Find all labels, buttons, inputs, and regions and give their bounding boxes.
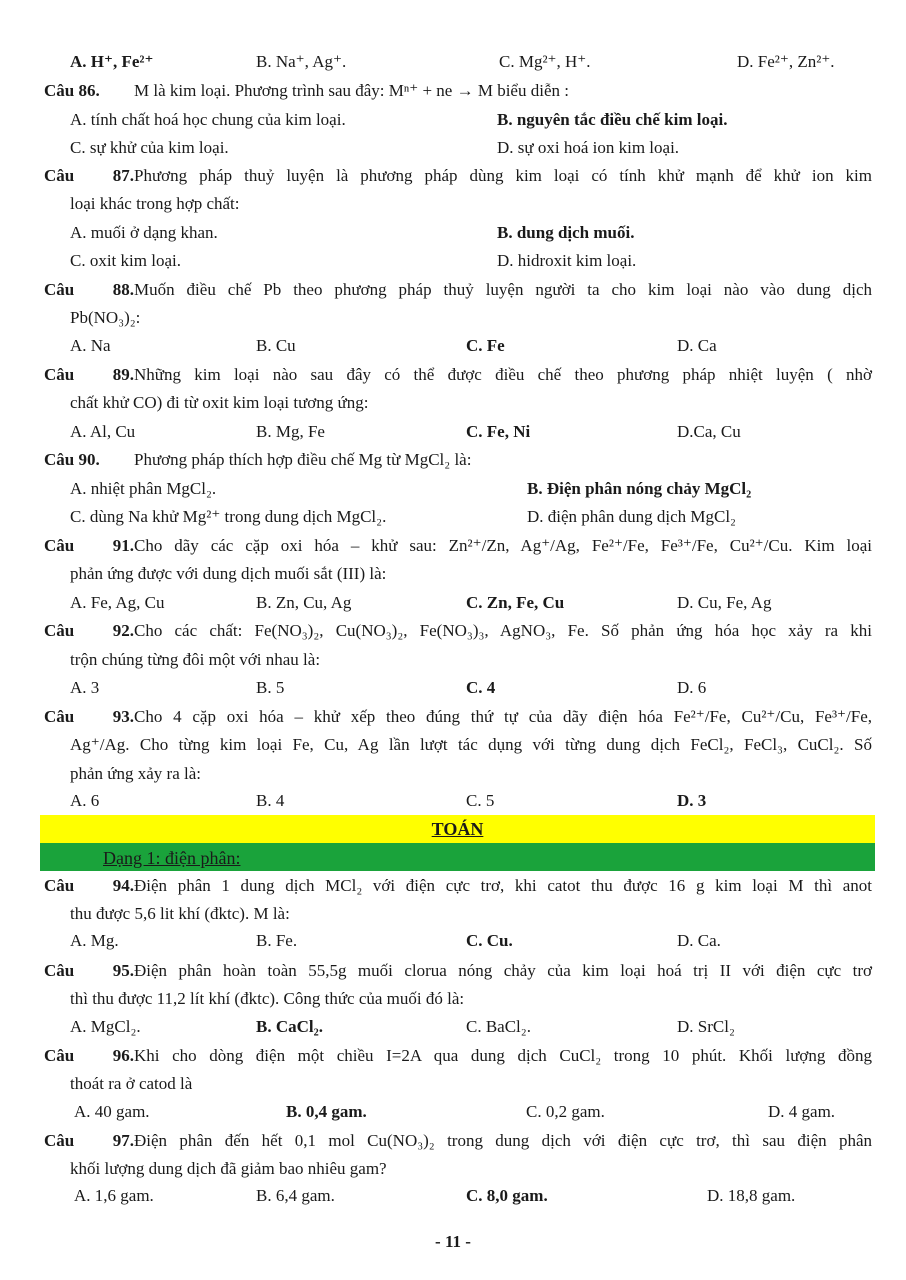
option-a: A. 40 gam. [74,1102,150,1121]
option-c: C. 4 [466,678,496,697]
option-b: B. 5 [256,678,285,697]
option-d: D. 6 [677,678,707,697]
question-text: Điện phân 1 dung dịch MCl₂ với điện cực trơ, khi catot thu được 16 g kim loại M thì anot [134,876,872,895]
question-91-stem [44,532,872,560]
option-b: B. Zn, Cu, Ag [256,593,352,612]
option-b: B. 6,4 gam. [256,1186,335,1205]
question-85-options [44,48,872,76]
question-text: Điện phân đến hết 0,1 mol Cu(NO₃)₂ trong dung dịch với điện cực trơ, thì sau điện phân [134,1131,872,1150]
question-87-stem-cont: loại khác trong hợp chất: [70,194,240,213]
option-c: C. 8,0 gam. [466,1186,548,1205]
question-number: Câu 88. [44,280,134,299]
option-d: D. Ca [677,336,717,355]
option-d: D. sự oxi hoá ion kim loại. [497,138,680,157]
option-a: A. MgCl₂. [70,1017,141,1036]
question-number: Câu 86. [44,81,100,100]
question-90-options-row1 [44,475,872,503]
question-97-stem-cont: khối lượng dung dịch đã giảm bao nhiêu gam? [70,1159,387,1178]
question-92-stem [44,617,872,645]
question-95-stem [44,957,872,985]
option-a: A. tính chất hoá học chung của kim loại. [70,110,346,129]
question-88-stem [44,276,872,304]
option-c: C. Mg²⁺, H⁺. [499,52,591,71]
section-title: TOÁN [431,819,484,839]
option-c: C. Zn, Fe, Cu [466,593,565,612]
option-d: D. Ca. [677,931,721,950]
subsection-title: Dạng 1: điện phân: [103,848,241,868]
option-d: D. Fe²⁺, Zn²⁺. [737,52,835,71]
option-d: D. SrCl₂ [677,1017,735,1036]
option-c: C. 0,2 gam. [526,1102,605,1121]
question-96-stem-cont: thoát ra ở catod là [70,1074,193,1093]
question-97-options [44,1182,872,1210]
question-89-stem-cont: chất khử CO) đi từ oxit kim loại tương ứng: [70,393,369,412]
question-86-stem [44,77,872,105]
option-d: D. 4 gam. [768,1102,836,1121]
question-96-options [44,1098,872,1126]
question-86-options-row1 [44,106,872,134]
question-95-stem-cont: thì thu được 11,2 lít khí (đktc). Công thức của muối đó là: [70,989,465,1008]
question-number: Câu 90. [44,450,100,469]
question-90-stem [44,446,872,474]
option-a: A. Fe, Ag, Cu [70,593,165,612]
question-number: Câu 89. [44,365,134,384]
question-95-options [44,1013,872,1041]
option-a: A. 6 [70,791,100,810]
question-text: Khi cho dòng điện một chiều I=2A qua dung dịch CuCl₂ trong 10 phút. Khối lượng đồng [134,1046,872,1065]
option-d: D. 18,8 gam. [707,1186,796,1205]
option-d: D.Ca, Cu [677,422,741,441]
question-text: Muốn điều chế Pb theo phương pháp thuỷ luyện người ta cho kim loại nào vào dung dịch [134,280,872,299]
option-c: C. Cu. [466,931,513,950]
subsection-header-band [40,843,875,871]
option-c: C. sự khử của kim loại. [70,138,229,157]
question-96-stem [44,1042,872,1070]
option-a: A. muối ở dạng khan. [70,223,218,242]
question-87-stem [44,162,872,190]
question-text: Phương pháp thuỷ luyện là phương pháp dùng kim loại có tính khử mạnh để khử ion kim [134,166,872,185]
option-d: D. điện phân dung dịch MgCl₂ [527,507,736,526]
option-b: B. nguyên tắc điều chế kim loại. [497,110,728,129]
option-a: A. nhiệt phân MgCl₂. [70,479,217,498]
question-number: Câu 97. [44,1131,134,1150]
option-b: B. Cu [256,336,296,355]
question-93-stem-cont2: phản ứng xảy ra là: [70,764,202,783]
option-b: B. Fe. [256,931,298,950]
question-text: Điện phân hoàn toàn 55,5g muối clorua nóng chảy của kim loại hoá trị II với điện cực trơ [134,961,872,980]
question-97-stem [44,1127,872,1155]
question-text: M là kim loại. Phương trình sau đây: Mⁿ⁺ + ne → M biểu diễn : [134,81,569,100]
question-88-stem-cont: Pb(NO₃)₂: [70,308,141,327]
question-87-options-row2 [44,247,872,275]
option-c: C. 5 [466,791,495,810]
option-b: B. Mg, Fe [256,422,325,441]
option-a: A. Mg. [70,931,119,950]
option-b: B. dung dịch muối. [497,223,635,242]
question-number: Câu 94. [44,876,134,895]
question-number: Câu 93. [44,707,134,726]
option-b: B. 0,4 gam. [286,1102,367,1121]
option-b: B. Điện phân nóng chảy MgCl₂ [527,479,752,498]
question-89-options [44,418,872,446]
question-88-options [44,332,872,360]
question-text: Cho dãy các cặp oxi hóa – khử sau: Zn²⁺/Zn, Ag⁺/Ag, Fe²⁺/Fe, Fe³⁺/Fe, Cu²⁺/Cu. Kim loại [134,536,872,555]
option-a: A. Al, Cu [70,422,136,441]
question-number: Câu 92. [44,621,134,640]
question-number: Câu 91. [44,536,134,555]
option-a: A. H⁺, Fe²⁺ [70,52,154,71]
question-94-options [44,927,872,955]
option-c: C. Fe, Ni [466,422,531,441]
option-c: C. BaCl₂. [466,1017,531,1036]
option-d: D. hidroxit kim loại. [497,251,637,270]
question-text: Phương pháp thích hợp điều chế Mg từ MgCl₂ là: [134,450,472,469]
section-header-band [40,815,875,843]
question-90-options-row2 [44,503,872,531]
question-text: Những kim loại nào sau đây có thể được điều chế theo phương pháp nhiệt luyện ( nhờ [134,365,872,384]
question-87-options-row1 [44,219,872,247]
option-a: A. 3 [70,678,100,697]
question-94-stem [44,872,872,900]
question-93-options [44,787,872,815]
question-94-stem-cont: thu được 5,6 lit khí (đktc). M là: [70,904,290,923]
option-b: B. Na⁺, Ag⁺. [256,52,347,71]
option-c: C. dùng Na khử Mg²⁺ trong dung dịch MgCl₂. [70,507,387,526]
option-b: B. 4 [256,791,285,810]
option-d: D. 3 [677,791,707,810]
question-number: Câu 96. [44,1046,134,1065]
question-number: Câu 95. [44,961,134,980]
question-91-stem-cont: phản ứng được với dung dịch muối sắt (III) là: [70,564,387,583]
option-a: A. Na [70,336,111,355]
question-89-stem [44,361,872,389]
question-86-options-row2 [44,134,872,162]
question-92-stem-cont: trộn chúng từng đôi một với nhau là: [70,650,321,669]
question-93-stem [44,703,872,731]
question-91-options [44,589,872,617]
option-c: C. oxit kim loại. [70,251,181,270]
question-text: Cho 4 cặp oxi hóa – khử xếp theo đúng thứ tự của dãy điện hóa Fe²⁺/Fe, Cu²⁺/Cu, Fe³⁺/Fe, [134,707,872,726]
option-b: B. CaCl₂. [256,1017,323,1036]
question-93-stem-cont: Ag⁺/Ag. Cho từng kim loại Fe, Cu, Ag lần lượt tác dụng với từng dung dịch FeCl₂, FeCl₃, CuCl₂. Số [70,735,872,754]
question-text: Cho các chất: Fe(NO₃)₂, Cu(NO₃)₂, Fe(NO₃)₃, AgNO₃, Fe. Số phản ứng hóa học xảy ra khi [134,621,872,640]
question-92-options [44,674,872,702]
page-number: - 11 - [435,1232,471,1251]
option-a: A. 1,6 gam. [74,1186,154,1205]
question-number: Câu 87. [44,166,134,185]
option-c: C. Fe [466,336,505,355]
option-d: D. Cu, Fe, Ag [677,593,772,612]
